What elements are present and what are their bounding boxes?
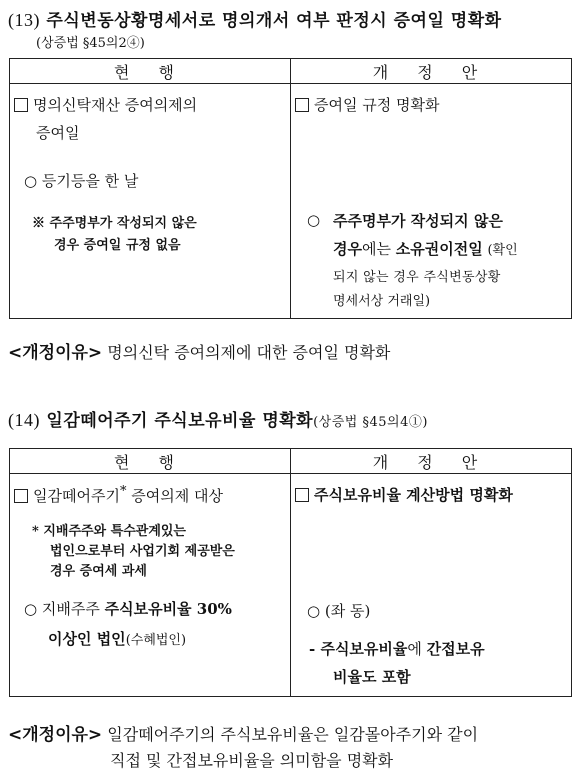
section14-table <box>9 448 572 697</box>
section13-current-note2: 경우 증여일 규정 없음 <box>54 238 181 253</box>
section14-proposed-dash-line1: - 주식보유비율에 간접보유 <box>309 640 485 658</box>
section13-current-note1: ※ 주주명부가 작성되지 않은 <box>32 216 197 231</box>
section14-header-current: 현 행 <box>10 449 291 474</box>
section14-current-item3: 이상인 법인(수혜법인) <box>48 630 187 648</box>
section13-header-current: 현 행 <box>10 59 291 84</box>
section13-proposed-bullet: ○ <box>307 211 321 229</box>
section13-proposed-line1: 주주명부가 작성되지 않은 <box>333 212 503 230</box>
section13-current-item1: 명의신탁재산 증여의제의 <box>14 94 197 115</box>
section14-title <box>8 406 428 431</box>
section14-current-note1: * 지배주주와 특수관계있는 <box>32 524 186 539</box>
section14-number: (14) <box>8 410 40 430</box>
section13-reason-label: <개정이유> <box>8 343 103 363</box>
checkbox-icon <box>295 488 309 502</box>
section13-proposed-line3: 되지 않는 경우 주식변동상황 <box>333 270 501 285</box>
section14-header-proposed: 개 정 안 <box>291 449 572 474</box>
section13-reason-text: 명의신탁 증여의제에 대한 증여일 명확화 <box>107 343 391 362</box>
section13-current-item1-cont: 증여일 <box>36 124 80 142</box>
section13-proposed-item1: 증여일 규정 명확화 <box>295 94 439 115</box>
section14-heading: 일감떼어주기 주식보유비율 명확화 <box>46 411 314 431</box>
section13-current-cell <box>10 84 291 319</box>
section14-current-item2: ○ 지배주주 주식보유비율 30% <box>24 600 232 618</box>
section14-proposed-dash-line2: 비율도 포함 <box>333 668 411 686</box>
section14-current-note2: 법인으로부터 사업기회 제공받은 <box>50 544 235 559</box>
section14-proposed-item2: ○ (좌 동) <box>307 602 371 620</box>
section14-reason-label: <개정이유> <box>8 725 103 745</box>
section14-proposed-item1: 주식보유비율 계산방법 명확화 <box>295 484 513 505</box>
section14-current-cell <box>10 474 291 697</box>
section14-proposed-cell <box>291 474 572 697</box>
section13-table <box>9 58 572 319</box>
section14-ref: (상증법 §45의4①) <box>313 415 428 430</box>
checkbox-icon <box>295 98 309 112</box>
section14-reason-line2: 직접 및 간접보유비율을 의미함을 명확화 <box>110 751 394 770</box>
section13-title <box>8 6 502 31</box>
checkbox-icon <box>14 489 28 503</box>
section13-number: (13) <box>8 10 40 30</box>
section13-proposed-line4: 명세서상 거래일) <box>333 294 431 309</box>
section13-header-proposed: 개 정 안 <box>291 59 572 84</box>
section13-proposed-line2: 경우에는 소유권이전일 (확인 <box>333 240 518 258</box>
section14-reason <box>8 720 478 745</box>
section13-heading: 주식변동상황명세서로 명의개서 여부 판정시 증여일 명확화 <box>46 11 502 31</box>
section13-current-item2: ○ 등기등을 한 날 <box>24 172 139 190</box>
section13-proposed-cell <box>291 84 572 319</box>
section13-reason <box>8 338 390 363</box>
section14-current-item1: 일감떼어주기* 증여의제 대상 <box>14 484 223 506</box>
checkbox-icon <box>14 98 28 112</box>
section14-current-note3: 경우 증여세 과세 <box>50 564 147 579</box>
section14-reason-line1: 일감떼어주기의 주식보유비율은 일감몰아주기와 같이 <box>107 725 479 744</box>
section13-ref: (상증법 §45의2④) <box>36 36 145 51</box>
